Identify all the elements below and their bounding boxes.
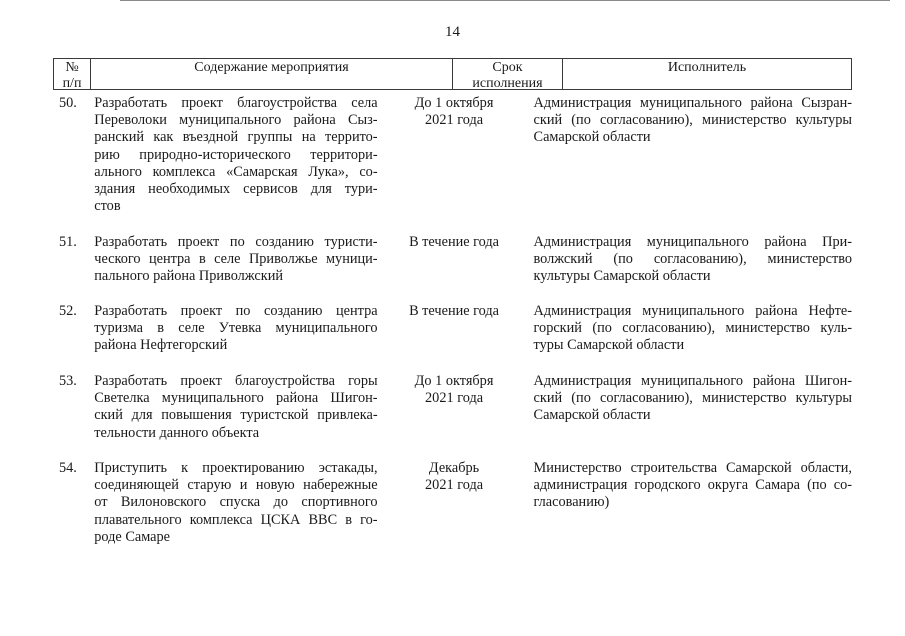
row-executor-line: администрация городского округа Самара (по со- [533, 477, 853, 494]
page-number: 14 [445, 24, 460, 40]
row-executor [534, 460, 852, 546]
row-content-line: Разработать проект благоустройства горы [94, 373, 378, 389]
row-content [94, 373, 377, 442]
row-executor-line: ский (по согласованию), министерство культуры [533, 112, 853, 129]
row-content-line: пального района Приволжский [94, 268, 284, 285]
row-term [390, 95, 519, 215]
header-term [452, 59, 562, 89]
row-content-line: района Нефтегорский [94, 337, 228, 354]
header-number-line-1: № [65, 60, 79, 75]
row-content-line: Приступить к проектированию эстакады, [94, 460, 378, 476]
header-number-line-2: п/п [62, 76, 82, 91]
row-executor-line: Министерство строительства Самарской области, [533, 460, 853, 476]
row-term-line: 2021 года [425, 390, 484, 407]
row-executor [534, 373, 852, 442]
row-content-line: Переволоки муниципального района Сыз- [94, 112, 378, 129]
table-row [53, 373, 852, 442]
row-content-line: роде Самаре [94, 528, 171, 545]
row-executor [534, 234, 852, 286]
row-executor-line: Самарской области [533, 407, 651, 424]
row-number: 54. [59, 460, 77, 476]
row-content-line: тельности данного объекта [94, 424, 260, 441]
row-content-line: ального комплекса «Самарская Лука», со- [94, 163, 378, 180]
row-executor [534, 95, 852, 215]
row-executor-line: культуры Самарской области [533, 268, 711, 285]
row-executor [534, 303, 852, 355]
row-term-line: 2021 года [425, 477, 484, 494]
row-content-line: здания необходимых сервисов для тури- [94, 181, 378, 198]
row-content-line: соединяющей старую и новую набережные [94, 477, 378, 494]
row-content-line: плавательного комплекса ЦСКА ВВС в го- [94, 511, 378, 528]
row-term-line: До 1 октября [414, 373, 494, 389]
row-number: 52. [59, 303, 77, 319]
row-term [390, 460, 519, 546]
row-content-line: рию природно-исторического территори- [94, 146, 378, 163]
row-executor-line: Администрация муниципального района Шигон- [533, 373, 853, 389]
row-term [390, 303, 519, 355]
row-content-line: от Вилоновского спуска до спортивного [94, 494, 378, 511]
row-content-line: ский для повышения туристской привлека- [94, 407, 378, 424]
row-executor-line: Самарской области [533, 129, 651, 146]
table-row [53, 234, 852, 286]
row-number: 51. [59, 234, 77, 250]
row-number: 53. [59, 373, 77, 389]
row-executor-line: Администрация муниципального района Сызран- [533, 95, 853, 111]
row-content-line: Светелка муниципального района Шигон- [94, 390, 378, 407]
table-row [53, 95, 852, 215]
row-content-line: стов [94, 198, 121, 215]
row-content [94, 460, 377, 546]
header-number [54, 59, 90, 89]
row-term-line: 2021 года [425, 112, 484, 129]
row-executor-line: горский (по согласованию), министерство куль- [533, 320, 853, 337]
header-executor: Исполнитель [562, 59, 851, 89]
row-term-line: В течение года [409, 234, 500, 250]
page-top-rule [120, 0, 890, 1]
row-term [390, 373, 519, 442]
table-row [53, 303, 852, 355]
header-content: Содержание мероприятия [90, 59, 452, 89]
table-row [53, 460, 852, 546]
row-term [390, 234, 519, 286]
row-content-line: Разработать проект по созданию туристи- [94, 234, 378, 250]
row-content-line: туризма в селе Утевка муниципального [94, 320, 378, 337]
row-executor-line: Администрация муниципального района Нефте- [533, 303, 853, 319]
row-content-line: ранский как въездной группы на террито- [94, 129, 378, 146]
row-executor-line: гласованию) [533, 494, 610, 511]
row-content [94, 95, 377, 215]
row-term-line: Декабрь [428, 460, 480, 476]
row-content [94, 234, 377, 286]
header-term-line-1: Срок [492, 60, 523, 75]
row-content-line: Разработать проект благоустройства села [94, 95, 378, 111]
row-executor-line: волжский (по согласованию), министерство [533, 251, 853, 268]
row-executor-line: Администрация муниципального района При- [533, 234, 853, 250]
row-number: 50. [59, 95, 77, 111]
row-executor-line: туры Самарской области [533, 337, 685, 354]
row-term-line: До 1 октября [414, 95, 494, 111]
header-term-line-2: исполнения [472, 76, 543, 91]
row-content-line: Разработать проект по созданию центра [94, 303, 378, 319]
row-executor-line: ский (по согласованию), министерство культуры [533, 390, 853, 407]
row-term-line: В течение года [409, 303, 500, 319]
row-content [94, 303, 377, 355]
row-content-line: ческого центра в селе Приволжье муници- [94, 251, 378, 268]
table-header [53, 58, 852, 90]
